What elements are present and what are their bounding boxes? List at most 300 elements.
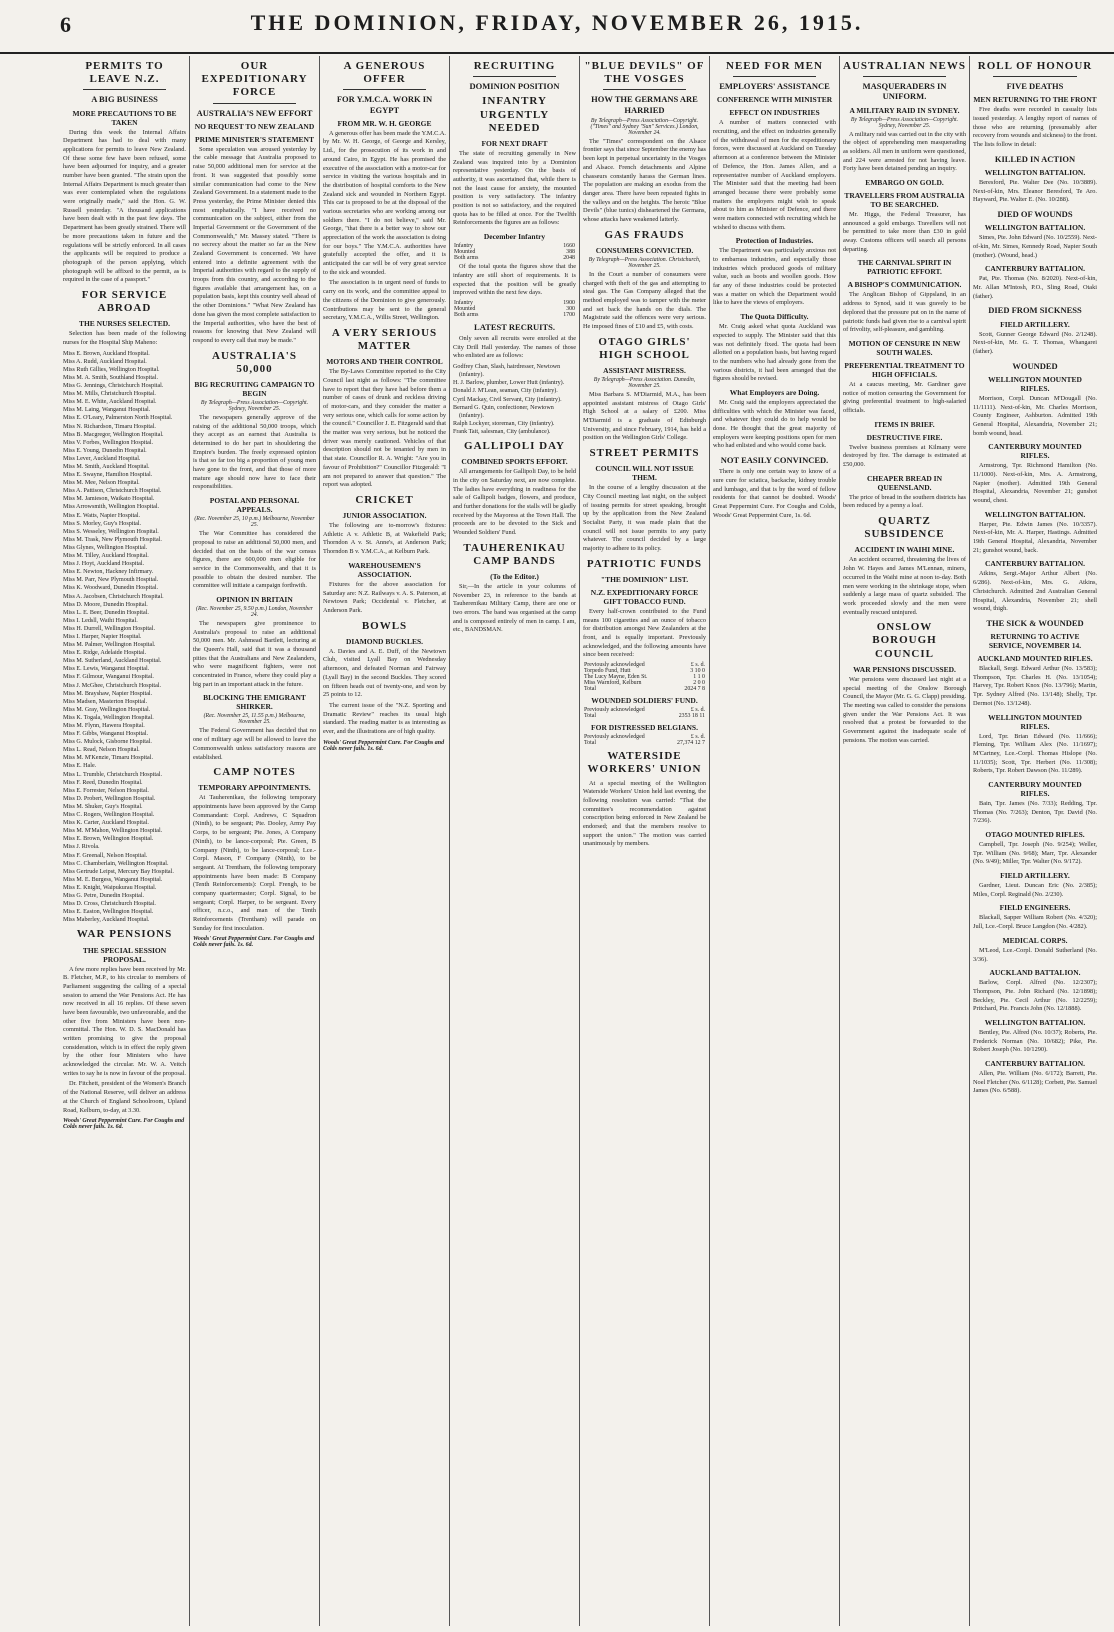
subheadline: What Employers are Doing. [729, 387, 820, 397]
list-item: Miss F. Greenall, Nelson Hospital. [63, 852, 148, 859]
subheadline: FOR Y.M.C.A. WORK IN EGYPT [336, 94, 433, 115]
subheadline: (To the Editor.) [490, 572, 539, 582]
list-item: Miss C. Chamberlain, Wellington Hospital. [63, 860, 169, 867]
column-6 [710, 56, 840, 1626]
unit-heading: CANTERBURY BATTALION. [984, 559, 1086, 569]
article-body: Sir,—In the article in your columns of November 23, in reference to the bands at Tauherenikau Military Camp, there are one or two errors. The band was organised at the camp and is composed entirely of men in camp. I am, etc., BANDSMAN. [453, 583, 576, 634]
list-item: Miss J. McGhee, Christchurch Hospital. [63, 682, 161, 689]
headline: CAMP NOTES [213, 766, 296, 779]
list-item: Miss K. Togala, Wellington Hospital. [63, 714, 154, 721]
dateline: (Rec. November 25, 10 p.m.) Melbourne, November 25. [194, 516, 315, 529]
list-item: Miss G. Jennings, Christchurch Hospital. [63, 383, 164, 390]
dateline: By Telegraph—Press Association. Christchurch, November 25. [588, 256, 701, 269]
list-item: Miss F. Gibbs, Wanganui Hospital. [63, 731, 149, 738]
table-cell: 300 [566, 305, 575, 312]
table-cell: Previously acknowledged [584, 734, 645, 741]
column-8 [970, 56, 1100, 1626]
table-row [583, 686, 706, 692]
article-body: The newspapers give prominence to Australia's proposal to raise an additional 50,000 men. Mr. Ashmead Bartlett, lecturing at the Queen's Hall, said that it was a thousand pities that the Australians and New Zealanders, who were magnificent fighters, were not concentrated in France, where they could play a big part in an important attack in the future. [193, 619, 316, 688]
article-body: A few more replies have been received by Mr. B. Fletcher, M.P., to his circular to members of Parliament suggesting the calling of a special session to amend the War Pensions Act. He has now received in all 16 replies. Of these seven have been favourable, two unfavourable, and the other five from Ministers have been non-committal. The Hon. W. D. S. MacDonald has written promising to give the proposal consideration, which is in effect the reply given by the other four Ministers who have acknowledged the circular. Mr. W. A. Veitch writes to say he is now in favour of the proposal. [63, 965, 186, 1077]
list-item: Miss M. Tilley, Auckland Hospital. [63, 553, 149, 560]
table-cell: Infantry [454, 243, 473, 250]
list-item: Miss E. Easton, Wellington Hospital. [63, 909, 154, 916]
table-cell: Total [584, 713, 597, 720]
subheadline: BLOCKING THE EMIGRANT SHIRKER. [203, 693, 306, 712]
list-item: Miss M. M'Kenzie, Timaru Hospital. [63, 755, 153, 762]
article-body: During this week the Internal Affairs Department has had to deal with many applications for permits to leave New Zealand. Of these some few have been refused, some have been adjourned for inquiry, and a greater number have been granted. "The strain upon the Internal Affairs Department is much greater than was ever contemplated when the regulations were originally made," said the Hon. G. W. Russell yesterday. "A thousand applications have been dealt with in the past few days. The Department has been greatly strained. There will be more precautions taken in future and the regulations will be strictly enforced. In all cases the applicants will be required to produce a photograph of the person applying, which photograph will be affixed to the permit, as is required in the case of a passport." [63, 128, 186, 284]
subheadline: "THE DOMINION" LIST. [600, 575, 689, 584]
subheadline: TRAVELLERS FROM AUSTRALIA TO BE SEARCHED. [844, 191, 965, 209]
subheadline: FOR NEXT DRAFT [481, 138, 548, 148]
casualty-entry: Beresford, Pte. Walter Dee (No. 10/3889). Next-of-kin, Mrs. Eleanor Beresford, Te Aro. Hayward, Pte. Walter E. (No. 10/288). [973, 179, 1097, 204]
list-item: Miss M. Mills, Christchurch Hospital. [63, 391, 156, 398]
subheadline: CONFERENCE WITH MINISTER [716, 95, 833, 105]
list-item: Miss M. E. Burgess, Wanganui Hospital. [63, 876, 163, 883]
article-body: The newspapers generally approve of the raising of the additional 50,000 troops, which they accept as an earnest that Australia is determined to do her part in shouldering the Empire's burden. The freely expressed opinion is that so far too big a proportion of young men have gone to the front, and that those of more mature age should now have to face their responsibilities. [193, 413, 316, 491]
column-1 [60, 56, 190, 1626]
list-item: Miss E. Forrester, Nelson Hospital. [63, 787, 149, 794]
divider [343, 89, 426, 90]
dateline: By Telegraph—Press Association—Copyright. ("Times" and Sydney "Sun" Services.) London, November 24. [590, 117, 699, 136]
table-row [583, 740, 706, 746]
headline: CRICKET [355, 493, 414, 506]
subheadline: PREFERENTIAL TREATMENT TO HIGH OFFICIALS. [844, 360, 965, 379]
list-item: Miss D. Cross, Christchurch Hospital. [63, 901, 156, 908]
subheadline: FOR DISTRESSED BELGIANS. [591, 723, 698, 733]
list-item: Miss N. Richardson, Timaru Hospital. [63, 423, 156, 430]
subheadline: ACCIDENT IN WAIHI MINE. [854, 545, 955, 555]
subheadline: EMPLOYERS' ASSISTANCE [719, 81, 830, 92]
headline: NEED FOR MEN [726, 60, 823, 72]
table-cell: 27,374 12 7 [677, 740, 705, 747]
list-item: Miss H. Durrell, Wellington Hospital. [63, 625, 155, 632]
divider [733, 76, 816, 77]
dateline: (Rec. November 25, 9.50 p.m.) London, November 24. [196, 605, 313, 618]
list-item: Miss J. Hoyt, Auckland Hospital. [63, 561, 145, 568]
subheadline: LATEST RECRUITS. [474, 321, 555, 332]
list-item: Miss G. Mulock, Gisborne Hospital. [63, 739, 152, 746]
article-body: The Department was particularly anxious not to embarrass industries, and especially those industries which produced goods of military value, such as boots and woollen goods. How far any of these industries could be protected was a matter on which the Department would like to have the views of employers. [713, 247, 836, 307]
casualty-entry: M'Leod, Lce.-Corpl. Donald Sutherland (No. 3/36). [973, 946, 1097, 963]
unit-heading: WELLINGTON BATTALION. [984, 509, 1086, 519]
unit-heading: MEDICAL CORPS. [1002, 935, 1068, 945]
list-item: Miss M. Smith, Auckland Hospital. [63, 464, 150, 470]
advertisement: Woods' Great Peppermint Cure. For Coughs and Colds never fails. 1s. 6d. [323, 739, 445, 752]
table-cell: 2024 7 8 [684, 686, 705, 693]
list-item: Miss M. A. Smith, Southland Hospital. [63, 374, 158, 381]
table-cell: 2 0 0 [693, 680, 705, 687]
subheadline: FIVE DEATHS [1006, 81, 1064, 92]
casualty-entry: Morrison, Corpl. Duncan M'Dougall (No. 11/1111). Next-of-kin, Mr. Charles Morrison, County Engineer, Ashburton. Admitted 19th General Hospital, Alexandria, November 21; bomb wound, head. [973, 394, 1097, 437]
list-item: Miss M. Mee, Nelson Hospital. [63, 480, 140, 487]
subheadline: ITEMS IN BRIEF. [874, 419, 935, 429]
dateline: By Telegraph—Press Association—Copyright. Sydney, November 25. [850, 116, 959, 129]
subheadline: THE CARNIVAL SPIRIT IN PATRIOTIC EFFORT. [857, 258, 952, 277]
article-body: All arrangements for Gallipoli Day, to be held in the city on Saturday next, are now complete. The ladies have everything in readiness for the sale of Gallipoli badges, flowers, and produce, and further donations for the stalls will be gladly received by the Mayoress at the Town Hall. The proceeds are to be devoted to the Sick and Wounded Soldiers' Fund. [453, 468, 576, 536]
subheadline: POSTAL AND PERSONAL APPEALS. [209, 496, 300, 515]
headline: "BLUE DEVILS" OF THE VOSGES [584, 60, 705, 86]
unit-heading: WELLINGTON MOUNTED RIFLES. [988, 374, 1082, 393]
list-item: Miss A. Pattison, Christchurch Hospital. [63, 488, 162, 495]
list-item: Miss M. Laing, Wanganui Hospital. [63, 407, 151, 414]
article-body: A generous offer has been made the Y.M.C.A. by Mr. W. H. George, of George and Kersley, Ltd., for the prosecution of its work in and around Cairo, in Egypt. He has promised the executive of the association with a motor-car for service in visiting the various hospitals and in the distribution of hospital comforts to the New Zealand sick and wounded in Northern Egypt. This car is proposed to be at the disposal of the various secretaries who are working among our soldiers there. "I do not believe," said Mr. George, "that there is a better way to show our appreciation of the work the association is doing for our boys." The Y.M.C.A. authorities have gratefully accepted the offer, and it is anticipated the car will be of very great service to the sick and wounded. [323, 129, 446, 276]
article-body: War pensions were discussed last night at a special meeting of the Onslow Borough Council, the Mayor (Mr. G. G. Clapp) presiding. The meeting was called to consider the pensions given under the War Pensions Act. It was resolved that a protest be forwarded to the Government against the inadequate scale of pensions. The motion was carried. [843, 675, 966, 744]
headline: PATRIOTIC FUNDS [586, 557, 703, 570]
columns [60, 56, 1110, 1626]
list-item: Miss Lever, Auckland Hospital. [63, 455, 141, 462]
list-item: Miss S. Wesseley, Wellington Hospital. [63, 528, 159, 535]
unit-heading: FIELD ARTILLERY. [1000, 319, 1070, 329]
section-heading: KILLED IN ACTION [994, 153, 1076, 164]
unit-heading: OTAGO MOUNTED RIFLES. [985, 830, 1085, 839]
list-item: Miss G. Petre, Dunedin Hospital. [63, 892, 145, 899]
article-body: The Anglican Bishop of Gippsland, in an address to Synod, said it was gravely to be deplored that the pressure put on in the name of patriotic funds had given rise to a carnival spirit of frivolity, self-pleasure, and gambling. [843, 291, 966, 334]
list-item: Godfrey Chan, Slash, hairdresser, Newtown (infantry). [453, 364, 561, 379]
article-body: At Tauherenikau, the following temporary appointments have been approved by the Camp Commandant: Corpl. Andrews, C Squadron (Ninth), to be sergeant; Pte. Dooley, Army Pay Corps, to be sergeant; Pte. Jones, A Company (Ninth), to be lance-corporal; Pte. Green, B Company (Ninth), to be lance-corporal; Lce.-Corpl. Mason, F Company (Ninth), to be sergeant. At Trentham, the following temporary appointments have been made: B Company (Tenth Reinforcements): Corpl. Frengh, to be company quartermaster; Corpl. Signal, to be sergeant; Corpl. Harper, to be sergeant. Every officer, n.c.o., and man of the Tenth Reinforcements (Trentham) will parade on Sunday for first inoculation. [193, 794, 316, 932]
list-item: Miss E. Newton, Hackney Infirmary. [63, 569, 154, 576]
unit-heading: CANTERBURY BATTALION. [984, 1059, 1086, 1068]
list-item: Miss I. Ledsll, Waihi Hospital. [63, 617, 138, 624]
table-cell: Miss Warnford, Kelburn [584, 680, 642, 687]
table-cell: 2048 [563, 255, 575, 262]
list-item: Miss L. Read, Nelson Hospital. [63, 747, 140, 754]
list-item: Miss E. Lewis, Wanganui Hospital. [63, 666, 150, 673]
subheadline: The Quota Difficulty. [740, 312, 809, 322]
subheadline: AUSTRALIA'S NEW EFFORT [196, 107, 313, 118]
list-item: Miss K. Carter, Auckland Hospital. [63, 820, 149, 827]
dateline: By Telegraph—Press Association. Dunedin, November 25. [593, 377, 696, 389]
subheadline: COUNCIL WILL NOT ISSUE THEM. [595, 464, 694, 483]
newspaper-title: THE DOMINION, FRIDAY, NOVEMBER 26, 1915. [250, 10, 864, 35]
list-item: Miss B. Macgregor, Wellington Hospital. [63, 431, 164, 438]
article-body: The association is in urgent need of funds to carry on its work, and the committee appeal to the citizens of the Dominion to give generously. Contributions may be sent to the general secretary, Y.M.C.A., Willis Street, Wellington. [323, 279, 446, 322]
article-body: In the Court a number of consumers were charged with theft of the gas and attempting to steal gas. The Gas Company alleged that the method employed was to tamper with the meter and set back the hands on the dials. The Magistrate said the offences were very serious. He imposed fines of £10 and £5, with costs. [583, 270, 706, 330]
list-item: Donald J. M'Lean, seaman, City (infantry). [453, 388, 558, 395]
list-item: Miss Arrowsmith, Wellington Hospital. [63, 504, 160, 511]
article-body: Mr. Craig said the employers appreciated the difficulties with which the Minister was faced, and whatever they could do to help would be done. He thought that the great majority of employers were keeping positions open for men who had enlisted and who would come back. [713, 398, 836, 450]
subheadline: OPINION IN BRITAIN [216, 594, 293, 604]
article-body: Miss Barbara S. M'Diarmid, M.A., has been appointed assistant mistress of Otago Girls' High School at a salary of £200. Miss M'Diarmid is a graduate of Edinburgh University, and since February, 1914, has held a position on the Wellington Girls' College. [583, 391, 706, 442]
headline: AUSTRALIA'S 50,000 [212, 349, 297, 375]
table-cell: £ s. d. [690, 734, 705, 741]
subheadline: PRIME MINISTER'S STATEMENT [195, 134, 314, 144]
table-cell: £ s. d. [690, 662, 705, 669]
list-item: Miss M. Trask, New Plymouth Hospital. [63, 536, 162, 543]
list-item: Miss F. Gilmour, Wanganui Hospital. [63, 674, 154, 681]
dateline: By Telegraph—Press Association—Copyright. Sydney, November 25. [200, 399, 309, 412]
list-item: Miss D. Moore, Dunedin Hospital. [63, 601, 148, 608]
list-item: Miss Ruth Gillies, Wellington Hospital. [63, 366, 160, 373]
subheadline: THE SPECIAL SESSION PROPOSAL. [82, 945, 167, 964]
subheadline: TEMPORARY APPOINTMENTS. [198, 783, 311, 793]
subheadline: NOT EASILY CONVINCED. [720, 455, 829, 466]
table-cell: Previously acknowledged [584, 662, 645, 669]
dateline: (Rec. November 25, 11.55 p.m.) Melbourne, November 25. [203, 713, 306, 726]
article-body: Mr. Higgs, the Federal Treasurer, has announced a gold embargo. Travellers will not be permitted to take more than £30 in gold away. Customs officers will search all persons departing. [843, 211, 966, 253]
fund-table [583, 707, 706, 719]
subheadline: COMBINED SPORTS EFFORT. [461, 457, 568, 467]
article-body: The War Committee has considered the proposal to raise an additional 50,000 men, and decided that on the basis of the war census figures, there are 600,000 men eligible for service in the Commonwealth, and that it is possible to obtain the desired number. The committee will initiate a campaign forthwith. [193, 530, 316, 590]
unit-heading: WELLINGTON BATTALION. [984, 168, 1086, 177]
page-number: 6 [60, 12, 71, 37]
divider [213, 103, 296, 104]
article-body: A. Davies and A. E. Duff, of the Newtown Club, visited Lyall Bay on Wednesday afternoon, and defeated Norman and Fairway (Lyall Bay) in the second Buckles. They scored on fifteen heads out of twenty-one, and won by 25 points to 12. [323, 647, 446, 699]
article-body: Fixtures for the above association for Saturday are: N.Z. Railways v. A. S. Paterson, at Newtown Park; Occidental v. Fletcher, at Anderson Park. [323, 580, 446, 614]
article-body: An accident occurred, threatening the lives of John W. Hayes and James M'Lennan, miners, occurred in the Waihi mine at noon to-day. Both men were working in the shrinkage stope, when suddenly a large mass of quartz subsided. The work proceeded slowly and the men were eventually rescued uninjured. [843, 556, 966, 616]
advertisement: Woods' Great Peppermint Cure. For Coughs and Colds never fails. 1s. 6d. [63, 1118, 185, 1131]
table-cell: Torpedo Fund, Hutt [584, 668, 631, 675]
list-item: Miss E. Young, Dunedin Hospital. [63, 447, 147, 454]
headline: A VERY SERIOUS MATTER [331, 326, 438, 353]
list-item: Miss E. Watts, Napier Hospital. [63, 512, 141, 519]
list-item: Miss E. Hale. [63, 763, 97, 770]
list-item: H. J. Barlow, plumber, Lower Hutt (infantry). [453, 380, 565, 387]
headline: BOWLS [361, 619, 408, 632]
divider [83, 89, 166, 90]
casualty-entry: Scott, Gunner George Edward (No. 2/1248). Next-of-kin, Mr. G. T. Thomas, Whangarei (father). [973, 330, 1097, 355]
unit-heading: WELLINGTON BATTALION. [984, 1017, 1086, 1027]
article-body: Of the total quota the figures show that the infantry are still short of requirements. It is expected that the position will be greatly improved within the next few days. [453, 263, 576, 297]
list-item: Miss M. Flynn, Hawera Hospital. [63, 723, 145, 729]
table-cell: The Lucy Mayne, Eden St. [584, 674, 648, 681]
subheadline: DIAMOND BUCKLES. [345, 636, 424, 646]
casualty-entry: Armstrong, Tpr. Richmond Hamilton (No. 11/1000). Next-of-kin, Mrs. A. Armstrong, Napier (mother). Admitted 19th General Hospital, Alexandria, November 21; gunshot wound, chest. [973, 462, 1097, 504]
headline: GAS FRAUDS [604, 228, 685, 241]
subheadline: EFFECT ON INDUSTRIES [729, 108, 820, 118]
recruiting-table [453, 243, 576, 261]
unit-heading: WELLINGTON MOUNTED RIFLES. [988, 712, 1082, 731]
fund-table [583, 662, 706, 692]
headline: GALLIPOLI DAY [464, 439, 565, 452]
headline: PERMITS TO LEAVE N.Z. [85, 60, 164, 86]
list-item: Miss V. Forbes, Wellington Hospital. [63, 439, 154, 446]
list-item: Miss F. Reed, Dunedin Hospital. [63, 779, 143, 786]
article-body: The "Times" correspondent on the Alsace frontier says that since September the enemy has been kept in perpetual uncertainty in the Vosges and Alsace. French detachments and Alpine chasseurs constantly harass the German lines. The population are making an exodus from the danger area. There have been repeated fights in the valleys and on the heights. The heroic "Blue Devils" (blue tunics) disheartened the Germans, whose attacks have weakened latterly. [583, 137, 706, 223]
section-heading: WOUNDED [1012, 360, 1058, 371]
headline: ONSLOW BOROUGH COUNCIL [872, 621, 937, 660]
list-item: Miss A. Rudd, Auckland Hospital. [63, 358, 147, 365]
casualty-entry: Barlow, Corpl. Alfred (No. 12/2307); Thompson, Pte. John Richard (No. 12/1898); Beckley, Pte. Cecil Arthur (No. 12/2259); Pritchard, Pte. Francis John (No. 12/1888). [973, 979, 1097, 1013]
unit-heading: WELLINGTON BATTALION. [984, 223, 1086, 233]
table-cell: Both arms [454, 255, 479, 262]
subheadline: RETURNING TO ACTIVE SERVICE, NOVEMBER 14. [988, 632, 1082, 651]
casualty-entry: Atkins, Sergt.-Major Arthur Albert (No. 6/286). Next-of-kin, Mrs. G. Atkins, Christchurch. Admitted 2nd Australian General Hospital, Alexandria, November 21; shell wound, thigh. [973, 570, 1097, 613]
casualty-entry: Blackall, Sapper William Robert (No. 4/320); Jull, Lce.-Corpl. Bruce Langdon (No. 4/282). [973, 914, 1097, 931]
unit-heading: CANTERBURY MOUNTED RIFLES. [988, 442, 1082, 461]
subheadline: ASSISTANT MISTRESS. [603, 366, 686, 375]
subheadline: DESTRUCTIVE FIRE. [866, 432, 943, 442]
list-item: Miss M. Palmer, Wellington Hospital. [63, 642, 156, 649]
headline: WATERSIDE WORKERS' UNION [587, 750, 702, 776]
headline: INFANTRY URGENTLY NEEDED [479, 95, 550, 134]
article-body: Every half-crown contributed to the Fund means 100 cigarettes and an ounce of tobacco for distribution amongst New Zealanders at the front, and is equally important. Previously acknowledged, and the following amounts have since been received: [583, 608, 706, 659]
table-cell: 1 1 0 [693, 674, 705, 681]
article-body: At a special meeting of the Wellington Waterside Workers' Union held last evening, the following resolution was carried: "That the committee's recommendation against conscription being enforced in New Zealand be endorsed; and that the members resolve to support the union." The motion was carried unanimously by members. [583, 779, 706, 848]
headline: OUR EXPEDITIONARY FORCE [201, 60, 308, 99]
article-body: In the course of a lengthy discussion at the City Council meeting last night, on the subject of issuing permits for street speaking, brought up by the application from the New Zealand Socialist Party, it was made plain that the council will not issue permits to any party whatever. The council decided by a large majority to adhere to its policy. [583, 484, 706, 553]
list-item: Miss M. Parr, New Plymouth Hospital. [63, 577, 159, 584]
divider [993, 76, 1077, 77]
headline: QUARTZ SUBSIDENCE [864, 515, 945, 541]
casualty-entry: Harper, Pte. Edwin James (No. 10/3357). Next-of-kin, Mr. A. Harper, Hastings. Admitted 19th General Hospital, Alexandria, November 21; gunshot wound, back. [973, 520, 1097, 554]
subheadline: A BIG BUSINESS [91, 94, 158, 105]
headline: FOR SERVICE ABROAD [81, 288, 168, 315]
table-cell: Mounted [454, 249, 476, 256]
list-item: Miss D. Probert, Wellington Hospital. [63, 795, 156, 802]
subheadline: WOUNDED SOLDIERS' FUND. [591, 696, 698, 706]
subheadline: EMBARGO ON GOLD. [865, 178, 944, 187]
article-body: The following are to-morrow's fixtures: Athletic A v. Athletic B, at Wakefield Park; Thorndon A v. St. Anne's, at Anderson Park; Thorndon B v. Y.M.C.A., at Kelburn Park. [323, 522, 446, 556]
article-body: Some speculation was aroused yesterday by the cable message that Australia proposed to raise 50,000 additional men for service at the front. It was suggested that possibly some similar communication had come to the New Zealand Government. In a statement made to the Press yesterday, the Prime Minister denied this most emphatically. "I have received no communication on the subject, either from the Imperial Government or the Government of the Commonwealth," Mr. Massey stated. "There is no secrecy about the matter so far as the New Zealand Government is concerned. We have entered into a definite agreement with the Imperial authorities with regard to the supply of troops from this country, and according to the figures available that arrangement has, on a population basis, kept this country well ahead of the other Dominions." "What New Zealand has done has given the most complete satisfaction to the Imperial authorities, who have the best of reasons for knowing that New Zealand will respond to every call that may be made." [193, 145, 316, 344]
table-cell: 3 10 0 [690, 668, 705, 675]
unit-heading: CANTERBURY BATTALION. [984, 264, 1086, 274]
column-4 [450, 56, 580, 1626]
subheadline: WAR PENSIONS DISCUSSED. [853, 664, 956, 674]
subheadline: N.Z. EXPEDITIONARY FORCE GIFT TOBACCO FUND. [590, 588, 699, 606]
subheadline: MEN RETURNING TO THE FRONT [973, 95, 1097, 105]
list-item: Miss E. O'Leary, Palmerston North Hospital. [63, 415, 173, 422]
list-item: Miss M. Sutherland, Auckland Hospital. [63, 658, 162, 665]
list-item: Miss E. Knight, Waipukurau Hospital. [63, 884, 157, 891]
headline: AUSTRALIAN NEWS [843, 60, 966, 72]
table-cell: Infantry [454, 299, 473, 306]
unit-heading: AUCKLAND BATTALION. [989, 968, 1081, 978]
column-3 [320, 56, 450, 1626]
article-body: Selection has been made of the following nurses for the Hospital Ship Maheno: [63, 330, 186, 346]
unit-heading: AUCKLAND MOUNTED RIFLES. [977, 654, 1093, 664]
table-cell: Both arms [454, 311, 479, 318]
subheadline: Protection of Industries. [735, 236, 814, 246]
article-body: There is only one certain way to know of a sure cure for sciatica, backache, kidney trouble and lumbago, and that is by the word of fellow residents for that cannot be doubted. Woods' Great Peppermint Cure. For Coughs and Colds, Woods' Great Peppermint Cure, 1s. 6d. [713, 468, 836, 519]
list-item: Miss E. Ridge, Adelaide Hospital. [63, 650, 147, 657]
list-item: Miss Glynes, Wellington Hospital. [63, 544, 148, 551]
article-body: The By-Laws Committee reported to the City Council last night as follows: "The committee have to report that they have had before them a number of cases of drunk and reckless driving of motor-cars, and they consider the matter a very serious one, which calls for some action by the council." Councillor J. E. Fitzgerald said that the matter was very serious, but he noticed the driver was merely cautioned. Vehicles of that description should not be tenanted by men in that state. Councillor R. A. Wright: "Are you in favour of Prohibition?" Councillor Fitzgerald: "I am not prepared to answer that question." The report was adopted. [323, 368, 446, 489]
divider [473, 76, 556, 77]
subheadline: DOMINION POSITION [469, 81, 560, 92]
table-cell: 1660 [563, 243, 575, 250]
subheadline: HOW THE GERMANS ARE HARRIED [591, 94, 698, 115]
list-item: Miss J. Rivola. [63, 844, 100, 851]
list-item: Miss M. Jamieson, Waikato Hospital. [63, 496, 155, 503]
headline: TAUHERENIKAU CAMP BANDS [463, 541, 566, 567]
list-item: Miss A. Jacobsen, Christchurch Hospital. [63, 593, 164, 600]
table-cell: 1700 [563, 311, 575, 318]
subheadline: MOTION OF CENSURE IN NEW SOUTH WALES. [848, 338, 961, 357]
list-item: Miss M. Gray, Wellington Hospital. [63, 706, 151, 713]
casualty-entry: Allen, Pte. William (No. 6/172); Barrett, Pte. Noel Fletcher (No. 6/1128); Corbett, Pte. Samuel James (No. 6/588). [973, 1070, 1097, 1095]
list-item: Miss M. E. White, Auckland Hospital. [63, 399, 157, 406]
table-cell: Mounted [454, 305, 476, 312]
recruiting-table [453, 300, 576, 318]
subheadline: MOTORS AND THEIR CONTROL [326, 357, 443, 367]
article-body: Five deaths were recorded in casualty lists issued yesterday. A lengthy report of names of those who are returning (presumably after recovery from wounds and sickness) to the front. The lists follow in detail: [973, 106, 1097, 149]
subheadline: CHEAPER BREAD IN QUEENSLAND. [866, 473, 942, 492]
list-item: Miss E. Brown, Auckland Hospital. [63, 350, 150, 357]
casualty-entry: Bentley, Pte. Alfred (No. 10/37); Roberts, Pte. Frederick Norman (No. 10/682); Pike, Pte. Robert Joseph (No. 10/1290). [973, 1028, 1097, 1054]
section-heading: THE SICK & WOUNDED [986, 617, 1084, 628]
section-heading: DIED FROM SICKNESS [988, 305, 1082, 316]
list-item: Miss I. Harper, Napier Hospital. [63, 633, 142, 640]
table-cell: £ s. d. [690, 707, 705, 714]
article-body: The current issue of the "N.Z. Sporting and Dramatic Review" reaches its usual high standard. The reading matter is as interesting as ever, and the illustrations are of high quality. [323, 701, 446, 735]
subheadline: JUNIOR ASSOCIATION. [342, 511, 427, 521]
column-7 [840, 56, 970, 1626]
casualty-entry: Simes, Pte. John Edward (No. 10/2559). Next-of-kin, Mr. Simes, Kennedy Road, Napier South (mother). (Wound, head.) [973, 234, 1097, 259]
table-title: December Infantry [483, 232, 546, 242]
unit-heading: FIELD ENGINEERS. [999, 903, 1071, 913]
article-body: At a caucus meeting, Mr. Gardiner gave notice of motion censuring the Government for giving preferential treatment to high-salaried officials. [843, 380, 966, 414]
headline: ROLL OF HONOUR [977, 60, 1093, 72]
table-row [453, 312, 576, 318]
table-row [453, 255, 576, 261]
table-cell: 388 [566, 249, 575, 256]
subheadline: CONSUMERS CONVICTED. [595, 245, 694, 255]
list-item: Bernard G. Quin, confectioner, Newtown (infantry). [453, 404, 554, 419]
subheadline: A BISHOP'S COMMUNICATION. [847, 280, 962, 290]
article-body: Only seven all recruits were enrolled at the City Drill Hall yesterday. The names of those who enlisted are as follows: [453, 335, 576, 360]
article-body: A number of matters connected with recruiting, and the effect on industries generally of the withdrawal of men for the expeditionary forces, were discussed at Auckland on Tuesday afternoon at a conference between the Minister of Defence, the Hon. James Allen, and a representative number of Auckland employers. The Minister said that the meeting had been arranged because there were probably some matters the employers might wish to speak about to him as Minister of Defence, and there were matters connected with recruiting which he wished to discuss with them. [713, 119, 836, 231]
table-cell: 1900 [563, 299, 575, 306]
list-item: Miss C. Rogers, Wellington Hospital. [63, 812, 155, 819]
list-item: Miss M. M'Mahon, Wellington Hospital. [63, 828, 163, 835]
divider [863, 76, 946, 77]
divider [603, 89, 686, 90]
masthead [0, 0, 1114, 54]
recruit-list [453, 363, 576, 436]
headline: A GENEROUS OFFER [343, 60, 426, 86]
list-item: Miss Maberley, Auckland Hospital. [63, 917, 150, 924]
casualty-entry: Pat, Pte. Thomas (No. 8/2020). Next-of-kin, Mr. Allan M'Intosh, P.O., Sling Road, Otaki (father). [973, 275, 1097, 300]
column-2 [190, 56, 320, 1626]
subheadline: BIG RECRUITING CAMPAIGN TO BEGIN [194, 379, 315, 398]
casualty-entry: Bain, Tpr. James (No. 7/33); Redding, Tpr. Thomas (No. 7/263); Denton, Tpr. David (No. 7/236). [973, 799, 1097, 825]
article-body: A military raid was carried out in the city with the object of apprehending men masquerading as soldiers. All men in uniform were questioned, and 224 were arrested for not having leave. Forty have been detained pending an inquiry. [843, 130, 966, 173]
list-item: Miss Madsen, Masterton Hospital. [63, 698, 148, 705]
table-cell: Total [584, 686, 597, 693]
subheadline: MASQUERADERS IN UNIFORM. [862, 81, 947, 102]
article-body: Twelve business premises at Kilmany were destroyed by fire. The damage is estimated at £50,000. [843, 443, 966, 468]
nurse-list [63, 350, 186, 925]
unit-heading: CANTERBURY MOUNTED RIFLES. [988, 779, 1082, 798]
list-item: Miss K. Woodward, Dunedin Hospital. [63, 585, 159, 592]
subheadline: MORE PRECAUTIONS TO BE TAKEN [72, 108, 177, 127]
subheadline: NO REQUEST TO NEW ZEALAND [194, 121, 315, 131]
table-cell: 2353 18 11 [678, 713, 705, 720]
table-row [583, 713, 706, 719]
advertisement: Woods' Great Peppermint Cure. For Coughs and Colds never fails. 1s. 6d. [193, 936, 315, 949]
unit-heading: FIELD ARTILLERY. [1000, 871, 1070, 881]
subheadline: WAREHOUSEMEN'S ASSOCIATION. [348, 560, 421, 579]
headline: WAR PENSIONS [76, 928, 173, 941]
article-body: Mr. Craig asked what quota Auckland was expected to supply. The Minister said that this was not definitely fixed. The quota had been allotted on a population basis, but having regard to the numbers who had already gone from the various districts, it had been arranged that the figures should be revised. [713, 323, 836, 383]
article-body: The Federal Government has decided that no one of military age will be allowed to leave the Commonwealth unless satisfactory reasons are established. [193, 727, 316, 761]
headline: OTAGO GIRLS' HIGH SCHOOL [598, 335, 691, 361]
list-item: Miss M. Shuker, Guy's Hospital. [63, 803, 143, 810]
article-body: Dr. Fitchett, president of the Women's Branch of the National Reserve, will deliver an address at the Church of England Schoolroom, Upland Road, Kelburn, to-day, at 3.30. [63, 1080, 186, 1114]
casualty-entry: Blackall, Sergt. Edward Arthur (No. 13/583); Thompson, Tpr. Charles H. (No. 13/1054); Harvey, Tpr. Robert Knox (No. 13/796); Martin, Tpr. Sydney Alfred (No. 13/148); Shelly, Tpr. Dermot (No. 13/1248). [973, 665, 1097, 707]
list-item: Miss E. Swayne, Hamilton Hospital. [63, 472, 153, 479]
list-item: Miss S. Morley, Guy's Hospital. [63, 520, 142, 527]
table-cell: Total [584, 740, 597, 747]
subheadline: A MILITARY RAID IN SYDNEY. [849, 105, 960, 115]
headline: STREET PERMITS [589, 447, 700, 460]
casualty-entry: Lord, Tpr. Brian Edward (No. 11/666); Fleming, Tpr. William Alex (No. 11/1697); M'Cartney, Lce.-Corpl. Thomas Hislope (No. 11/1035); Scott, Tpr. Herbert (No. 11/308); Roberts, Tpr. Robert Dawson (No. 11/289). [973, 732, 1097, 775]
subheadline: FROM MR. W. H. GEORGE [337, 118, 432, 128]
list-item: Frank Tait, salesman, City (ambulance). [453, 428, 551, 435]
headline: RECRUITING [473, 60, 556, 72]
list-item: Cyril Mackay, Civil Servant, City (infantry). [453, 396, 562, 403]
table-cell: Previously acknowledged [584, 707, 645, 714]
